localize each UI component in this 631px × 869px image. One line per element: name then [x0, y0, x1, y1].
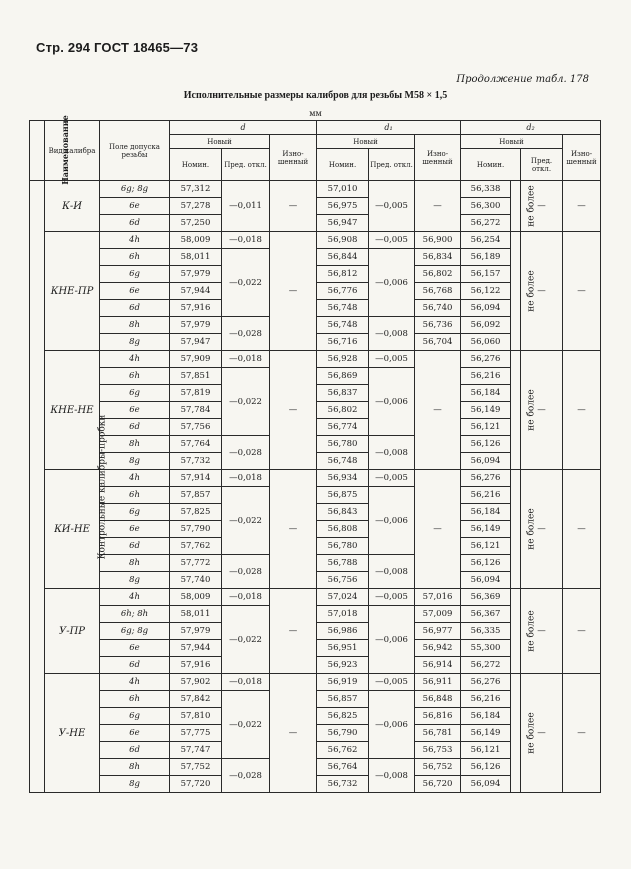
d1-nominal: 56,923: [317, 657, 369, 674]
d-nominal: 57,720: [170, 776, 222, 793]
d-nom-header: Номин.: [170, 149, 222, 181]
d-nominal: 57,947: [170, 334, 222, 351]
tolerance-field: 8h: [100, 759, 170, 776]
d2-nominal: 56,149: [461, 725, 511, 742]
tolerance-field: 6d: [100, 300, 170, 317]
d1-nominal: 56,780: [317, 436, 369, 453]
tolerance-field: 6d: [100, 215, 170, 232]
d2-new-header: Новый: [461, 135, 563, 149]
tolerance-field: 6d: [100, 419, 170, 436]
d-nominal: 57,790: [170, 521, 222, 538]
d-nominal: 58,009: [170, 232, 222, 249]
d-dev-value: —0,018: [222, 674, 270, 691]
d-dev-value: —0,028: [222, 317, 270, 351]
ne-bolee-text: не более: [526, 508, 537, 550]
col-kind-header: Вид калибра: [45, 121, 100, 181]
d1-worn: 56,736: [415, 317, 461, 334]
d-dev-value: —0,028: [222, 436, 270, 470]
d2-nominal: 56,126: [461, 436, 511, 453]
d2-nominal: 56,060: [461, 334, 511, 351]
d1-dev-header: Пред. откл.: [369, 149, 415, 181]
tolerance-field: 6h: [100, 487, 170, 504]
d-nominal: 57,775: [170, 725, 222, 742]
calibre-kind: КНЕ-ПР: [45, 232, 100, 351]
table-row: [30, 674, 601, 691]
d2-worn-header: Изно-шенный: [563, 135, 601, 181]
table-row: [30, 232, 601, 249]
d2-nominal: 56,094: [461, 300, 511, 317]
d1-dev-value: —0,008: [369, 759, 415, 793]
tolerance-field: 4h: [100, 232, 170, 249]
group-label-text: Контрольные калибры-пробки: [97, 414, 108, 559]
d-new-header: Новый: [170, 135, 270, 149]
d-dev-value: —0,022: [222, 487, 270, 555]
d2-deviation: —: [521, 232, 563, 351]
d-nominal: 57,914: [170, 470, 222, 487]
d2-nominal: 56,092: [461, 317, 511, 334]
d-nominal: 57,944: [170, 283, 222, 300]
d1-worn: 56,720: [415, 776, 461, 793]
d1-nominal: 56,844: [317, 249, 369, 266]
d2-nominal: 56,276: [461, 351, 511, 368]
d1-nominal: 56,843: [317, 504, 369, 521]
d-dev-value: —0,022: [222, 606, 270, 674]
d1-worn: 56,914: [415, 657, 461, 674]
d-nominal: 57,740: [170, 572, 222, 589]
d1-nominal: 57,024: [317, 589, 369, 606]
d2-nominal: 56,184: [461, 708, 511, 725]
d1-nominal: 56,788: [317, 555, 369, 572]
d2-nominal: 56,122: [461, 283, 511, 300]
d1-worn: 56,704: [415, 334, 461, 351]
d-nominal: 57,764: [170, 436, 222, 453]
d2-worn: —: [563, 351, 601, 470]
d-nominal: 57,756: [170, 419, 222, 436]
d-dev-value: —0,018: [222, 232, 270, 249]
d-nominal: 58,011: [170, 249, 222, 266]
d2-nominal-note: [511, 674, 537, 793]
d1-worn: —: [415, 351, 461, 470]
d2-worn: —: [563, 232, 601, 351]
d-dev-value: —0,018: [222, 589, 270, 606]
d1-nominal: 56,802: [317, 402, 369, 419]
table-row: [30, 351, 601, 368]
table-title: Исполнительные размеры калибров для резьбы М58 × 1,5: [183, 90, 448, 101]
tolerance-field: 6e: [100, 198, 170, 215]
d-dev-value: —0,028: [222, 759, 270, 793]
d-worn: —: [270, 232, 317, 351]
d-worn: —: [270, 674, 317, 793]
d-dev-value: —0,022: [222, 249, 270, 317]
d1-nominal: 56,732: [317, 776, 369, 793]
d1-worn: 56,752: [415, 759, 461, 776]
d-worn-header: Изно-шенный: [270, 135, 317, 181]
d1-nominal: 56,748: [317, 300, 369, 317]
tolerance-field: 8h: [100, 317, 170, 334]
d2-nominal: 56,121: [461, 538, 511, 555]
tolerance-field: 4h: [100, 470, 170, 487]
d-nominal: 57,732: [170, 453, 222, 470]
d1-dev-value: —0,008: [369, 555, 415, 589]
d-nominal: 57,916: [170, 300, 222, 317]
tolerance-field: 6g; 8g: [100, 623, 170, 640]
d-nominal: 57,810: [170, 708, 222, 725]
d2-nominal: 56,189: [461, 249, 511, 266]
d2-nominal: 56,272: [461, 215, 511, 232]
d1-dev-value: —0,005: [369, 589, 415, 606]
d1-nom-header: Номин.: [317, 149, 369, 181]
d-worn: —: [270, 181, 317, 232]
d2-nominal: 56,121: [461, 419, 511, 436]
d2-nominal: 56,157: [461, 266, 511, 283]
ne-bolee-text: не более: [526, 610, 537, 652]
d-dev-value: —0,018: [222, 351, 270, 368]
tolerance-field: 8h: [100, 555, 170, 572]
ne-bolee-text: не более: [526, 270, 537, 312]
d1-dev-value: —0,008: [369, 436, 415, 470]
d2-nominal: 56,184: [461, 385, 511, 402]
d1-worn: 56,977: [415, 623, 461, 640]
tolerance-field: 6d: [100, 538, 170, 555]
d1-worn: 57,009: [415, 606, 461, 623]
d1-nominal: 56,825: [317, 708, 369, 725]
d1-dev-value: —0,005: [369, 470, 415, 487]
d-nominal: 58,011: [170, 606, 222, 623]
d1-worn: —: [415, 181, 461, 232]
calibre-kind: КИ-НЕ: [45, 470, 100, 589]
tolerance-field: 6g: [100, 504, 170, 521]
d2-nominal: 56,300: [461, 198, 511, 215]
d1-nominal: 56,808: [317, 521, 369, 538]
d1-new-header: Новый: [317, 135, 415, 149]
d2-nominal: 56,276: [461, 470, 511, 487]
d-dev-value: —0,011: [222, 181, 270, 232]
d2-nominal: 56,184: [461, 504, 511, 521]
d1-nominal: 56,748: [317, 453, 369, 470]
tolerance-field: 6e: [100, 402, 170, 419]
d1-worn: —: [415, 470, 461, 589]
d2-nominal: 56,149: [461, 521, 511, 538]
d2-nominal-note: [511, 232, 537, 351]
d-dev-header: Пред. откл.: [222, 149, 270, 181]
ne-bolee-text: не более: [526, 389, 537, 431]
d1-nominal: 56,837: [317, 385, 369, 402]
tolerance-field: 6e: [100, 521, 170, 538]
d1-nominal: 56,919: [317, 674, 369, 691]
calibre-table: [29, 115, 601, 793]
tolerance-field: 6g: [100, 385, 170, 402]
d1-nominal: 57,010: [317, 181, 369, 198]
d2-nominal: 56,369: [461, 589, 511, 606]
d1-worn: 56,768: [415, 283, 461, 300]
d-nominal: 57,979: [170, 317, 222, 334]
d-nominal: 57,747: [170, 742, 222, 759]
ne-bolee-text: не более: [526, 185, 537, 227]
col-d1-header: d₁: [317, 121, 461, 135]
d2-nom-header: Номин.: [461, 149, 521, 181]
d2-worn: —: [563, 470, 601, 589]
d-nominal: 57,916: [170, 657, 222, 674]
d-nominal: 57,979: [170, 623, 222, 640]
d1-nominal: 56,812: [317, 266, 369, 283]
d2-deviation: —: [521, 589, 563, 674]
d1-nominal: 56,875: [317, 487, 369, 504]
d1-dev-value: —0,006: [369, 249, 415, 317]
d2-nominal: 56,272: [461, 657, 511, 674]
d2-nominal: 56,216: [461, 368, 511, 385]
d-nominal: 57,278: [170, 198, 222, 215]
d1-dev-value: —0,005: [369, 674, 415, 691]
tolerance-field: 6g; 8g: [100, 181, 170, 198]
tolerance-field: 6h: [100, 368, 170, 385]
tolerance-field: 4h: [100, 351, 170, 368]
calibre-kind: У-НЕ: [45, 674, 100, 793]
d1-worn: 56,911: [415, 674, 461, 691]
d1-worn: 56,802: [415, 266, 461, 283]
tolerance-field: 6g: [100, 708, 170, 725]
d2-deviation: —: [521, 181, 563, 232]
d2-worn: —: [563, 589, 601, 674]
tolerance-field: 8g: [100, 334, 170, 351]
d1-worn: 56,816: [415, 708, 461, 725]
d1-worn: 56,848: [415, 691, 461, 708]
d2-nominal-note: [511, 181, 537, 232]
d2-nominal: 56,254: [461, 232, 511, 249]
d2-nominal: 56,121: [461, 742, 511, 759]
d1-worn: 56,781: [415, 725, 461, 742]
table-row: [30, 589, 601, 606]
d1-worn: 56,900: [415, 232, 461, 249]
d-dev-value: —0,018: [222, 470, 270, 487]
d1-dev-value: —0,005: [369, 232, 415, 249]
tolerance-field: 6d: [100, 657, 170, 674]
d-nominal: 57,772: [170, 555, 222, 572]
d-nominal: 57,784: [170, 402, 222, 419]
table-row: [30, 181, 601, 198]
d1-nominal: 56,908: [317, 232, 369, 249]
d1-nominal: 56,986: [317, 623, 369, 640]
calibre-kind: К-И: [45, 181, 100, 232]
d1-nominal: 56,928: [317, 351, 369, 368]
d1-nominal: 56,780: [317, 538, 369, 555]
d1-nominal: 56,756: [317, 572, 369, 589]
d1-worn: 57,016: [415, 589, 461, 606]
d1-nominal: 56,857: [317, 691, 369, 708]
d-worn: —: [270, 589, 317, 674]
d-dev-value: —0,028: [222, 555, 270, 589]
d1-nominal: 56,776: [317, 283, 369, 300]
d-nominal: 57,979: [170, 266, 222, 283]
d-nominal: 57,752: [170, 759, 222, 776]
d1-nominal: 56,790: [317, 725, 369, 742]
d2-dev-header: Пред. откл.: [521, 149, 563, 181]
d2-nominal-note: [511, 470, 537, 589]
calibre-kind: У-ПР: [45, 589, 100, 674]
d2-nominal: 56,216: [461, 691, 511, 708]
tolerance-field: 8g: [100, 453, 170, 470]
d1-dev-value: —0,008: [369, 317, 415, 351]
d2-nominal: 56,126: [461, 555, 511, 572]
tolerance-field: 8g: [100, 776, 170, 793]
d-nominal: 58,009: [170, 589, 222, 606]
d1-dev-value: —0,005: [369, 181, 415, 232]
d2-nominal: 56,149: [461, 402, 511, 419]
d1-nominal: 56,869: [317, 368, 369, 385]
d1-worn: 56,942: [415, 640, 461, 657]
d2-worn: —: [563, 181, 601, 232]
table-row: [30, 470, 601, 487]
d2-nominal: 56,216: [461, 487, 511, 504]
d1-worn: 56,753: [415, 742, 461, 759]
d1-nominal: 56,774: [317, 419, 369, 436]
tolerance-field: 6g: [100, 266, 170, 283]
tolerance-field: 6h: [100, 249, 170, 266]
d1-worn: 56,834: [415, 249, 461, 266]
d1-nominal: 56,716: [317, 334, 369, 351]
d2-nominal: 56,126: [461, 759, 511, 776]
d-worn: —: [270, 351, 317, 470]
tolerance-field: 8g: [100, 572, 170, 589]
d1-nominal: 56,975: [317, 198, 369, 215]
d-nominal: 57,909: [170, 351, 222, 368]
col-field-header: Поле допуска резьбы: [100, 121, 170, 181]
tolerance-field: 6d: [100, 742, 170, 759]
d1-dev-value: —0,006: [369, 606, 415, 674]
d-dev-value: —0,022: [222, 368, 270, 436]
d2-nominal: 56,338: [461, 181, 511, 198]
d2-nominal-note: [511, 351, 537, 470]
d2-nominal: 56,094: [461, 453, 511, 470]
tolerance-field: 8h: [100, 436, 170, 453]
tolerance-field: 6e: [100, 640, 170, 657]
d1-nominal: 56,934: [317, 470, 369, 487]
d-dev-value: —0,022: [222, 691, 270, 759]
tolerance-field: 6h; 8h: [100, 606, 170, 623]
d2-nominal: 56,094: [461, 776, 511, 793]
d-nominal: 57,312: [170, 181, 222, 198]
ne-bolee-text: не более: [526, 712, 537, 754]
col-name-header: Наименование: [30, 121, 45, 181]
tolerance-field: 6e: [100, 725, 170, 742]
d-nominal: 57,851: [170, 368, 222, 385]
d-nominal: 57,250: [170, 215, 222, 232]
d2-nominal: 56,276: [461, 674, 511, 691]
d1-worn-header: Изно-шенный: [415, 135, 461, 181]
d2-nominal: 56,367: [461, 606, 511, 623]
d-nominal: 57,902: [170, 674, 222, 691]
d1-worn: 56,740: [415, 300, 461, 317]
d-nominal: 57,857: [170, 487, 222, 504]
d-nominal: 57,819: [170, 385, 222, 402]
tolerance-field: 4h: [100, 674, 170, 691]
d-worn: —: [270, 470, 317, 589]
d-nominal: 57,762: [170, 538, 222, 555]
d2-nominal-note: [511, 589, 537, 674]
calibre-kind: КНЕ-НЕ: [45, 351, 100, 470]
d2-nominal: 55,300: [461, 640, 511, 657]
d-nominal: 57,944: [170, 640, 222, 657]
d2-nominal: 56,094: [461, 572, 511, 589]
d1-nominal: 56,748: [317, 317, 369, 334]
d1-nominal: 56,947: [317, 215, 369, 232]
d1-nominal: 56,762: [317, 742, 369, 759]
col-d-header: d: [170, 121, 317, 135]
d-nominal: 57,825: [170, 504, 222, 521]
unit-label: мм: [309, 109, 322, 118]
table-continuation-note: Продолжение табл. 178: [456, 74, 589, 85]
d1-nominal: 56,951: [317, 640, 369, 657]
tolerance-field: 4h: [100, 589, 170, 606]
d1-dev-value: —0,006: [369, 368, 415, 436]
d2-worn: —: [563, 674, 601, 793]
d1-dev-value: —0,006: [369, 487, 415, 555]
tolerance-field: 6h: [100, 691, 170, 708]
tolerance-field: 6e: [100, 283, 170, 300]
d2-deviation: —: [521, 470, 563, 589]
d2-deviation: —: [521, 674, 563, 793]
d1-nominal: 57,018: [317, 606, 369, 623]
d1-nominal: 56,764: [317, 759, 369, 776]
col-d2-header: d₂: [461, 121, 601, 135]
d1-dev-value: —0,006: [369, 691, 415, 759]
d2-deviation: —: [521, 351, 563, 470]
page-header: Стр. 294 ГОСТ 18465—73: [36, 40, 199, 55]
d1-dev-value: —0,005: [369, 351, 415, 368]
d-nominal: 57,842: [170, 691, 222, 708]
d2-nominal: 56,335: [461, 623, 511, 640]
